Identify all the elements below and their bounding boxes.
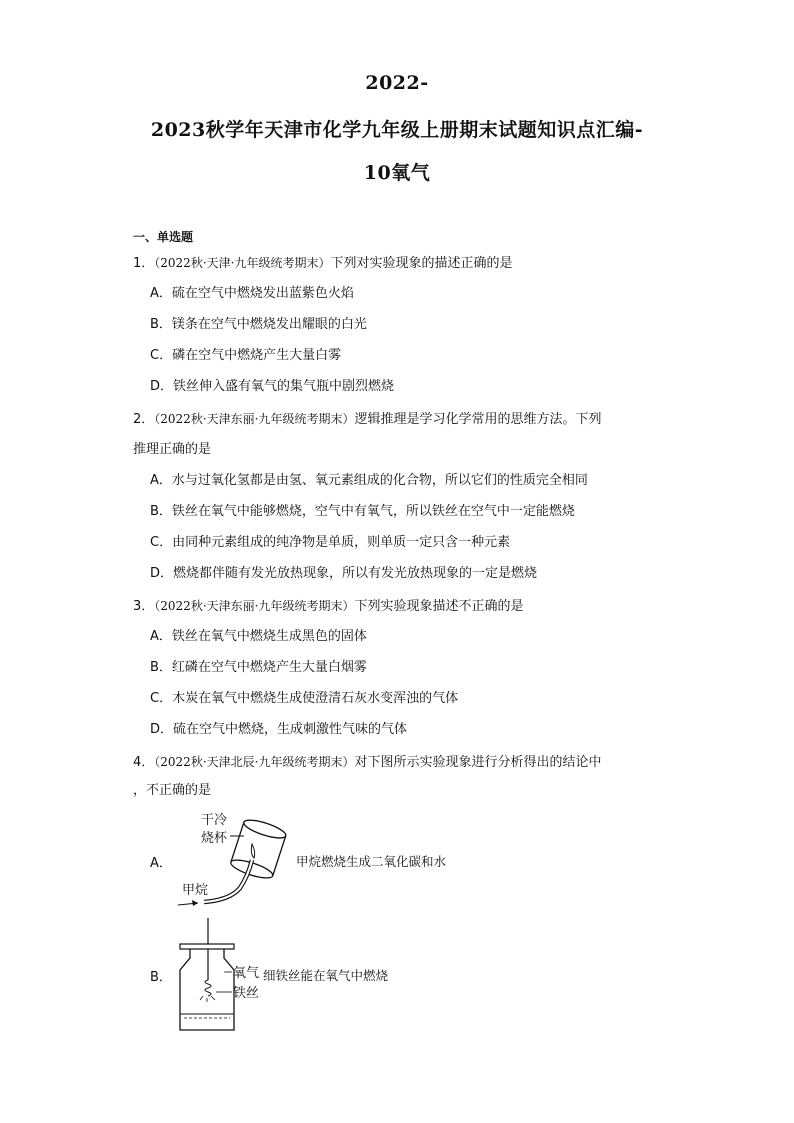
question-number: 3． bbox=[133, 599, 155, 614]
figure-a-letter: A． bbox=[150, 856, 172, 871]
inverted-beaker bbox=[229, 817, 288, 882]
flame-icon bbox=[251, 844, 254, 858]
label-oxygen: 氧气 bbox=[233, 966, 260, 981]
label-methane: 甲烷 bbox=[182, 883, 209, 898]
question-2 bbox=[133, 409, 663, 430]
option-a: A．铁丝在氧气中燃烧生成黑色的固体 bbox=[150, 629, 367, 644]
question-stem: 下列对实验现象的描述正确的是 bbox=[330, 256, 513, 271]
question-stem: 逻辑推理是学习化学常用的思维方法。下列 bbox=[354, 412, 602, 427]
option-b: B．镁条在空气中燃烧发出耀眼的白光 bbox=[150, 317, 367, 332]
option-b: B．红磷在空气中燃烧产生大量白烟雾 bbox=[150, 660, 367, 675]
option-b: B．铁丝在氧气中能够燃烧，空气中有氧气，所以铁丝在空气中一定能燃烧 bbox=[150, 504, 575, 519]
question-2-stem-cont: 推理正确的是 bbox=[133, 442, 212, 457]
option-c: C．由同种元素组成的纯净物是单质，则单质一定只含一种元素 bbox=[150, 535, 511, 550]
figure-b-letter: B． bbox=[150, 970, 172, 985]
option-c: C．磷在空气中燃烧产生大量白雾 bbox=[150, 348, 342, 363]
option-a: A．硫在空气中燃烧发出蓝紫色火焰 bbox=[150, 286, 354, 301]
figure-b-text: 细铁丝能在氧气中燃烧 bbox=[263, 968, 389, 983]
label-cold-1: 干冷 bbox=[201, 813, 228, 828]
methane-beaker-diagram bbox=[170, 808, 300, 913]
sparks-icon bbox=[200, 996, 215, 1002]
question-source: （2022秋·天津东丽·九年级统考期末） bbox=[154, 599, 355, 613]
iron-wire-bottle-diagram bbox=[170, 918, 270, 1033]
option-d: D．硫在空气中燃烧，生成刺激性气味的气体 bbox=[150, 722, 408, 737]
question-4 bbox=[133, 752, 663, 773]
label-cold-2: 烧杯 bbox=[201, 831, 228, 846]
label-iron-wire: 铁丝 bbox=[233, 986, 260, 1001]
option-c: C．木炭在氧气中燃烧生成使澄清石灰水变浑浊的气体 bbox=[150, 691, 459, 706]
option-d: D．燃烧都伴随有发光放热现象，所以有发光放热现象的一定是燃烧 bbox=[150, 566, 538, 581]
question-stem: 对下图所示实验现象进行分析得出的结论中 bbox=[354, 755, 602, 770]
glass-plate bbox=[180, 944, 234, 949]
question-source: （2022秋·天津东丽·九年级统考期末） bbox=[154, 412, 355, 426]
iron-wire-coil bbox=[205, 980, 211, 996]
question-4-stem-cont: ，不正确的是 bbox=[133, 783, 212, 798]
title-line-3: 10氧气 bbox=[363, 162, 431, 184]
option-d: D．铁丝伸入盛有氧气的集气瓶中剧烈燃烧 bbox=[150, 379, 395, 394]
question-number: 1． bbox=[133, 256, 155, 271]
question-3 bbox=[133, 596, 663, 617]
question-number: 2． bbox=[133, 412, 155, 427]
question-1 bbox=[133, 253, 663, 274]
question-source: （2022秋·天津北辰·九年级统考期末） bbox=[154, 755, 355, 769]
section-heading: 一、单选题 bbox=[133, 230, 194, 244]
option-a: A．水与过氧化氢都是由氢、氧元素组成的化合物，所以它们的性质完全相同 bbox=[150, 473, 588, 488]
title-line-1: 2022- bbox=[365, 72, 429, 94]
question-number: 4． bbox=[133, 755, 155, 770]
title-line-2: 2023秋学年天津市化学九年级上册期末试题知识点汇编- bbox=[150, 119, 644, 141]
figure-a-text: 甲烷燃烧生成二氧化碳和水 bbox=[296, 854, 447, 869]
question-stem: 下列实验现象描述不正确的是 bbox=[354, 599, 524, 614]
question-source: （2022秋·天津·九年级统考期末） bbox=[154, 256, 331, 270]
